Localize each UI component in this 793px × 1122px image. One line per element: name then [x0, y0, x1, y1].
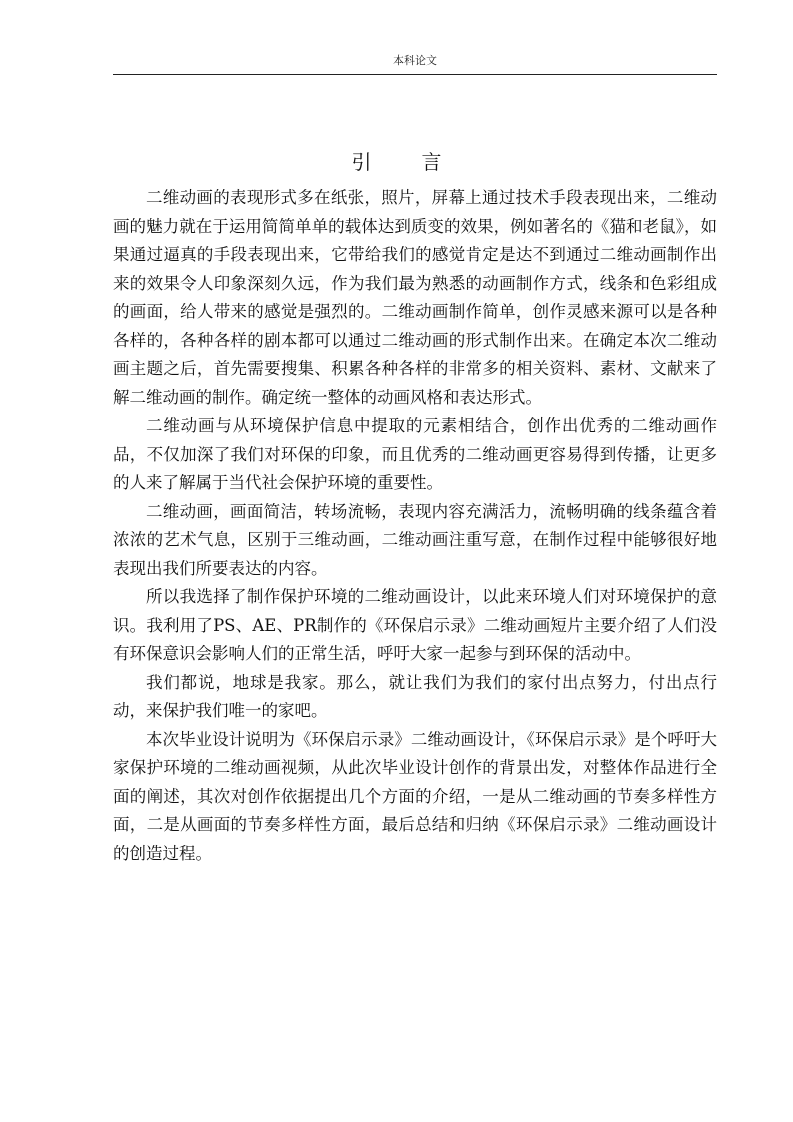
- paragraph: 二维动画与从环境保护信息中提取的元素相结合，创作出优秀的二维动画作品，不仅加深了我们对环保的印象，而且优秀的二维动画更容易得到传播，让更多的人来了解属于当代社会保护环境的重要性。: [113, 416, 717, 492]
- paragraph: 我们都说，地球是我家。那么，就让我们为我们的家付出点努力，付出点行动，来保护我们唯一的家吧。: [113, 672, 717, 720]
- paragraph: 二维动画的表现形式多在纸张，照片，屏幕上通过技术手段表现出来，二维动画的魅力就在于运用简简单单的载体达到质变的效果，例如著名的《猫和老鼠》，如果通过逼真的手段表现出来，它带给我们的感觉肯定是达不到通过二维动画制作出来的效果令人印象深刻久远，作为我们最为熟悉的动画制作方式，线条和色彩组成的画面，给人带来的感觉是强烈的。二维动画制作简单，创作灵感来源可以是各种各样的，各种各样的剧本都可以通过二维动画的形式制作出来。在确定本次二维动画主题之后，首先需要搜集、积累各种各样的非常多的相关资料、素材、文献来了解二维动画的制作。确定统一整体的动画风格和表达形式。: [113, 188, 717, 407]
- section-title-char-1: 引: [351, 150, 372, 174]
- paragraph: 本次毕业设计说明为《环保启示录》二维动画设计，《环保启示录》是个呼吁大家保护环境的二维动画视频，从此次毕业设计创作的背景出发，对整体作品进行全面的阐述，其次对创作依据提出几个方面的介绍，一是从二维动画的节奏多样性方面，二是从画面的节奏多样性方面，最后总结和归纳《环保启示录》二维动画设计的创造过程。: [113, 729, 717, 863]
- paragraph: 二维动画，画面简洁，转场流畅，表现内容充满活力，流畅明确的线条蕴含着浓浓的艺术气息，区别于三维动画，二维动画注重写意，在制作过程中能够很好地表现出我们所要表达的内容。: [113, 501, 717, 578]
- section-title-char-2: 言: [421, 150, 442, 174]
- section-title: [0, 148, 793, 176]
- body-text: [113, 184, 717, 868]
- paragraph: 所以我选择了制作保护环境的二维动画设计，以此来环境人们对环境保护的意识。我利用了PS、AE、PR制作的《环保启示录》二维动画短片主要介绍了人们没有环保意识会影响人们的正常生活，呼吁大家一起参与到环保的活动中。: [113, 587, 717, 663]
- running-header: [113, 52, 717, 75]
- running-header-text: 本科论文: [393, 54, 437, 67]
